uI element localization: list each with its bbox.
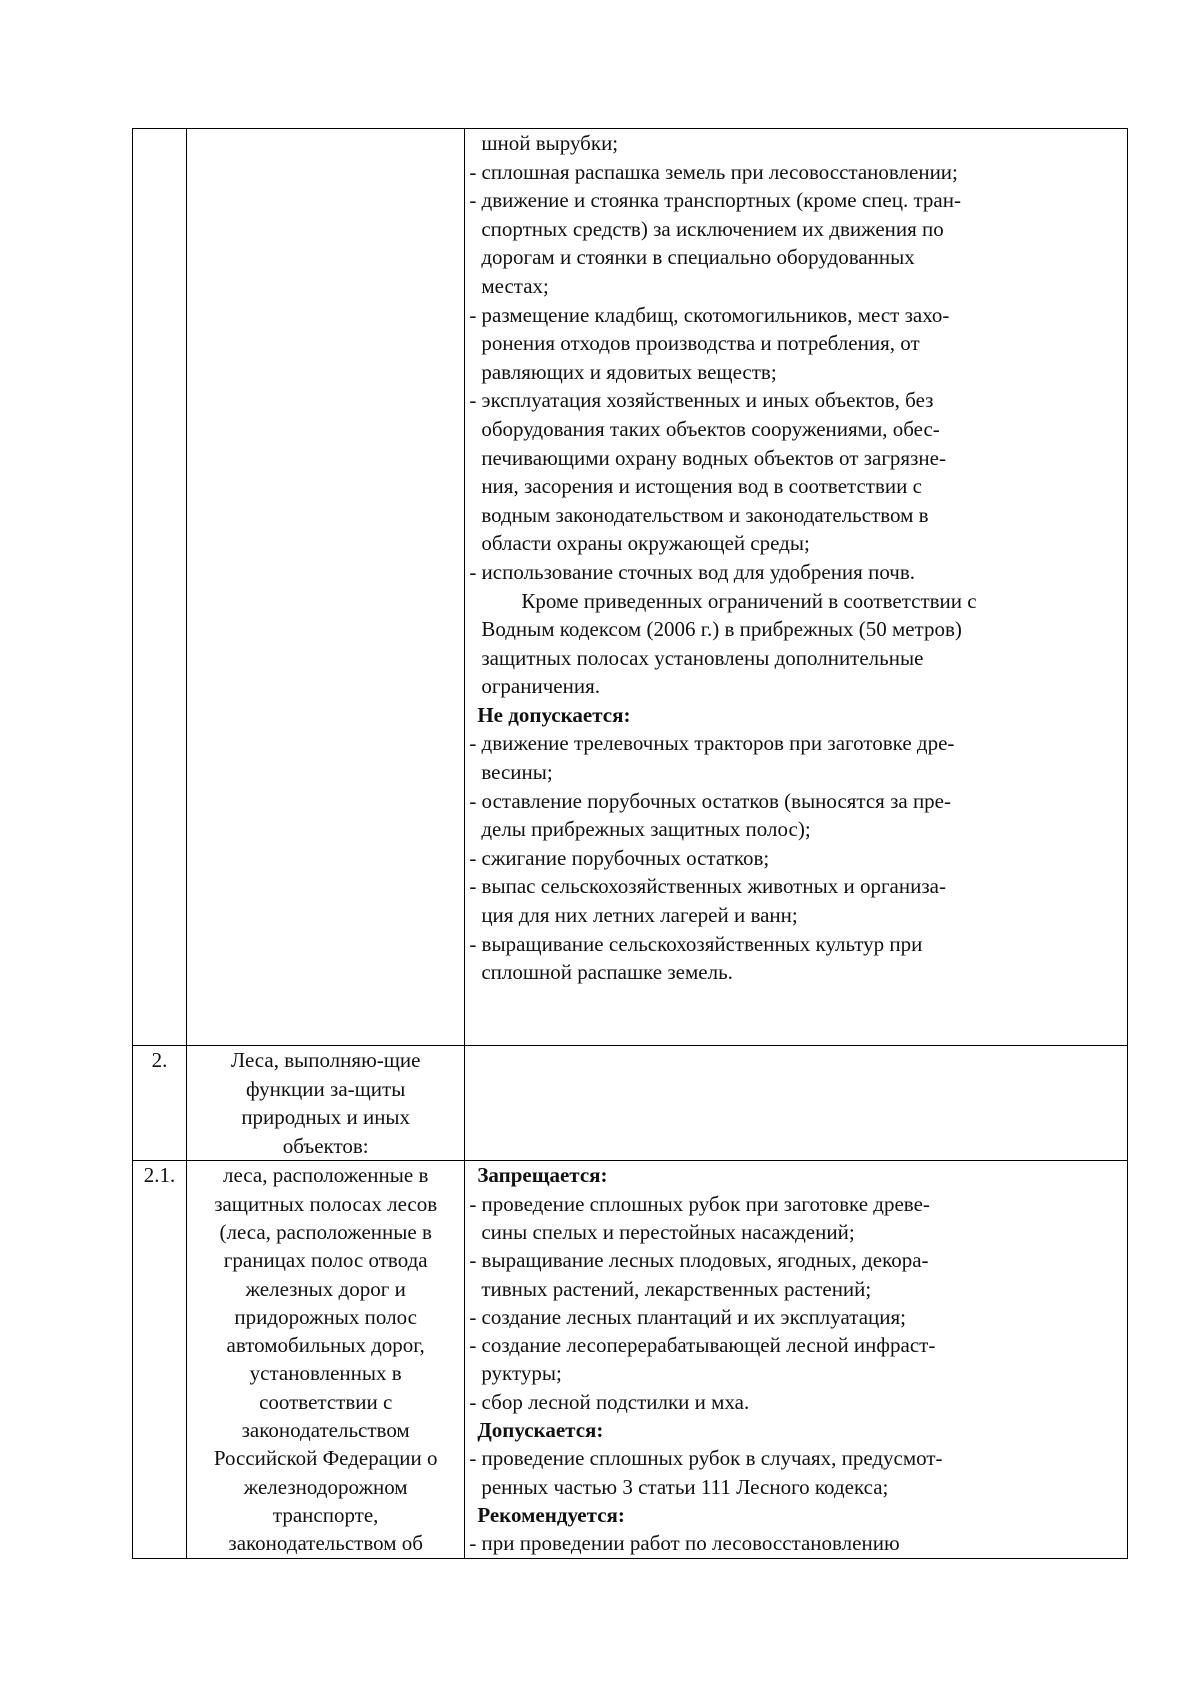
restriction-text-line: - использование сточных вод для удобрения почв. <box>469 559 915 584</box>
section-heading: Допускается: <box>477 1418 604 1443</box>
restriction-text-line: дорогам и стоянки в специально оборудованных <box>481 245 915 270</box>
restriction-text-line: руктуры; <box>481 1361 562 1386</box>
category-text-line: придорожных полос <box>234 1304 417 1329</box>
forest-category-cell <box>187 1161 465 1558</box>
restriction-text-line: водным законодательством и законодательством в <box>481 502 929 527</box>
restriction-text-line: - движение трелевочных тракторов при заготовке дре- <box>469 731 955 756</box>
category-text-line: железнодорожном <box>243 1474 408 1499</box>
restriction-text-line: - размещение кладбищ, скотомогильников, мест захо- <box>469 302 950 327</box>
restriction-text-line: оборудования таких объектов сооружениями, обес- <box>481 416 940 441</box>
table-row <box>133 1161 1128 1558</box>
restrictions-cell <box>465 1046 1128 1161</box>
restriction-text-line: Кроме приведенных ограничений в соответствии с <box>521 588 977 613</box>
restriction-text-line: шной вырубки; <box>481 131 619 155</box>
table-row <box>133 1046 1128 1161</box>
forest-category-cell <box>187 129 465 1046</box>
restriction-text-line: местах; <box>481 273 549 298</box>
restrictions-cell <box>465 1161 1128 1558</box>
restriction-text-line: ция для них летних лагерей и ванн; <box>481 903 798 928</box>
row-number-cell: 2.1. <box>133 1161 187 1558</box>
restriction-text-line: равляющих и ядовитых веществ; <box>481 359 777 384</box>
category-text-line: защитных полосах лесов <box>214 1191 438 1216</box>
restriction-text-line: - создание лесоперерабатывающей лесной инфраст- <box>469 1333 936 1358</box>
section-heading: Не допускается: <box>477 702 631 727</box>
restriction-text-line: ограничения. <box>481 674 600 699</box>
row-number-cell <box>133 129 187 1046</box>
document-table <box>132 128 1128 1559</box>
restriction-text-line: ренных частью 3 статьи 111 Лесного кодекса; <box>481 1474 889 1499</box>
category-text-line: законодательством <box>241 1418 410 1443</box>
category-text-line: автомобильных дорог, <box>226 1333 425 1358</box>
restriction-text-line: - сжигание порубочных остатков; <box>469 845 770 870</box>
category-text-line: природных и иных <box>241 1105 411 1130</box>
restriction-text-line: спортных средств) за исключением их движения по <box>481 216 944 241</box>
category-text-line: леса, расположенные в <box>222 1163 429 1188</box>
category-text-line: Российской Федерации о <box>213 1446 438 1471</box>
category-text-line: (леса, расположенные в <box>219 1219 432 1244</box>
category-text-line: соответствии с <box>259 1389 393 1414</box>
table-body <box>133 129 1128 1559</box>
restriction-text-line: области охраны окружающей среды; <box>481 531 810 556</box>
forest-category-cell <box>187 1046 465 1161</box>
restriction-text-line: - проведение сплошных рубок в случаях, предусмот- <box>469 1446 943 1471</box>
restriction-text-line: ронения отходов производства и потребления, от <box>481 331 920 356</box>
category-text-line: Леса, выполняю-щие <box>230 1048 421 1072</box>
restriction-text-line: - проведение сплошных рубок при заготовке древе- <box>469 1191 930 1216</box>
restriction-text-line: - сбор лесной подстилки и мха. <box>469 1389 750 1414</box>
category-text-line: железных дорог и <box>245 1276 406 1301</box>
section-heading: Запрещается: <box>477 1163 608 1188</box>
restriction-text-line: - сплошная распашка земель при лесовосстановлении; <box>469 159 958 184</box>
restriction-text-line: - движение и стоянка транспортных (кроме спец. тран- <box>469 188 961 213</box>
restriction-text-line: защитных полосах установлены дополнительные <box>481 645 924 670</box>
restriction-text-line: делы прибрежных защитных полос); <box>481 817 811 842</box>
category-text-line: объектов: <box>282 1133 369 1158</box>
restriction-text-line: - выращивание сельскохозяйственных культур при <box>469 931 923 956</box>
restriction-text-line: - создание лесных плантаций и их эксплуатация; <box>469 1304 907 1329</box>
row-number-cell: 2. <box>133 1046 187 1161</box>
category-text-line: границах полос отвода <box>223 1248 428 1273</box>
restrictions-cell <box>465 129 1128 1046</box>
category-text-line: установленных в <box>249 1361 402 1386</box>
table-row <box>133 129 1128 1046</box>
category-text-line: транспорте, <box>272 1502 379 1527</box>
restriction-text-line: печивающими охрану водных объектов от загрязне- <box>481 445 946 470</box>
category-text-line: функции за-щиты <box>246 1076 406 1101</box>
restriction-text-line: - выращивание лесных плодовых, ягодных, декора- <box>469 1248 929 1273</box>
restriction-text-line: - оставление порубочных остатков (выносятся за пре- <box>469 788 951 813</box>
restriction-text-line: весины; <box>481 760 553 785</box>
restriction-text-line: - эксплуатация хозяйственных и иных объектов, без <box>469 388 934 413</box>
restriction-text-line: Водным кодексом (2006 г.) в прибрежных (50 метров) <box>481 617 962 642</box>
restriction-text-line: тивных растений, лекарственных растений; <box>481 1276 872 1301</box>
restriction-text-line: сплошной распашке земель. <box>481 960 733 985</box>
restriction-text-line: ния, засорения и истощения вод в соответствии с <box>481 474 922 499</box>
restriction-text-line: сины спелых и перестойных насаждений; <box>481 1219 855 1244</box>
category-text-line: законодательством об <box>228 1531 423 1556</box>
section-heading: Рекомендуется: <box>477 1502 625 1527</box>
restriction-text-line: - при проведении работ по лесовосстановлению <box>469 1531 900 1556</box>
restriction-text-line: - выпас сельскохозяйственных животных и организа- <box>469 874 946 899</box>
